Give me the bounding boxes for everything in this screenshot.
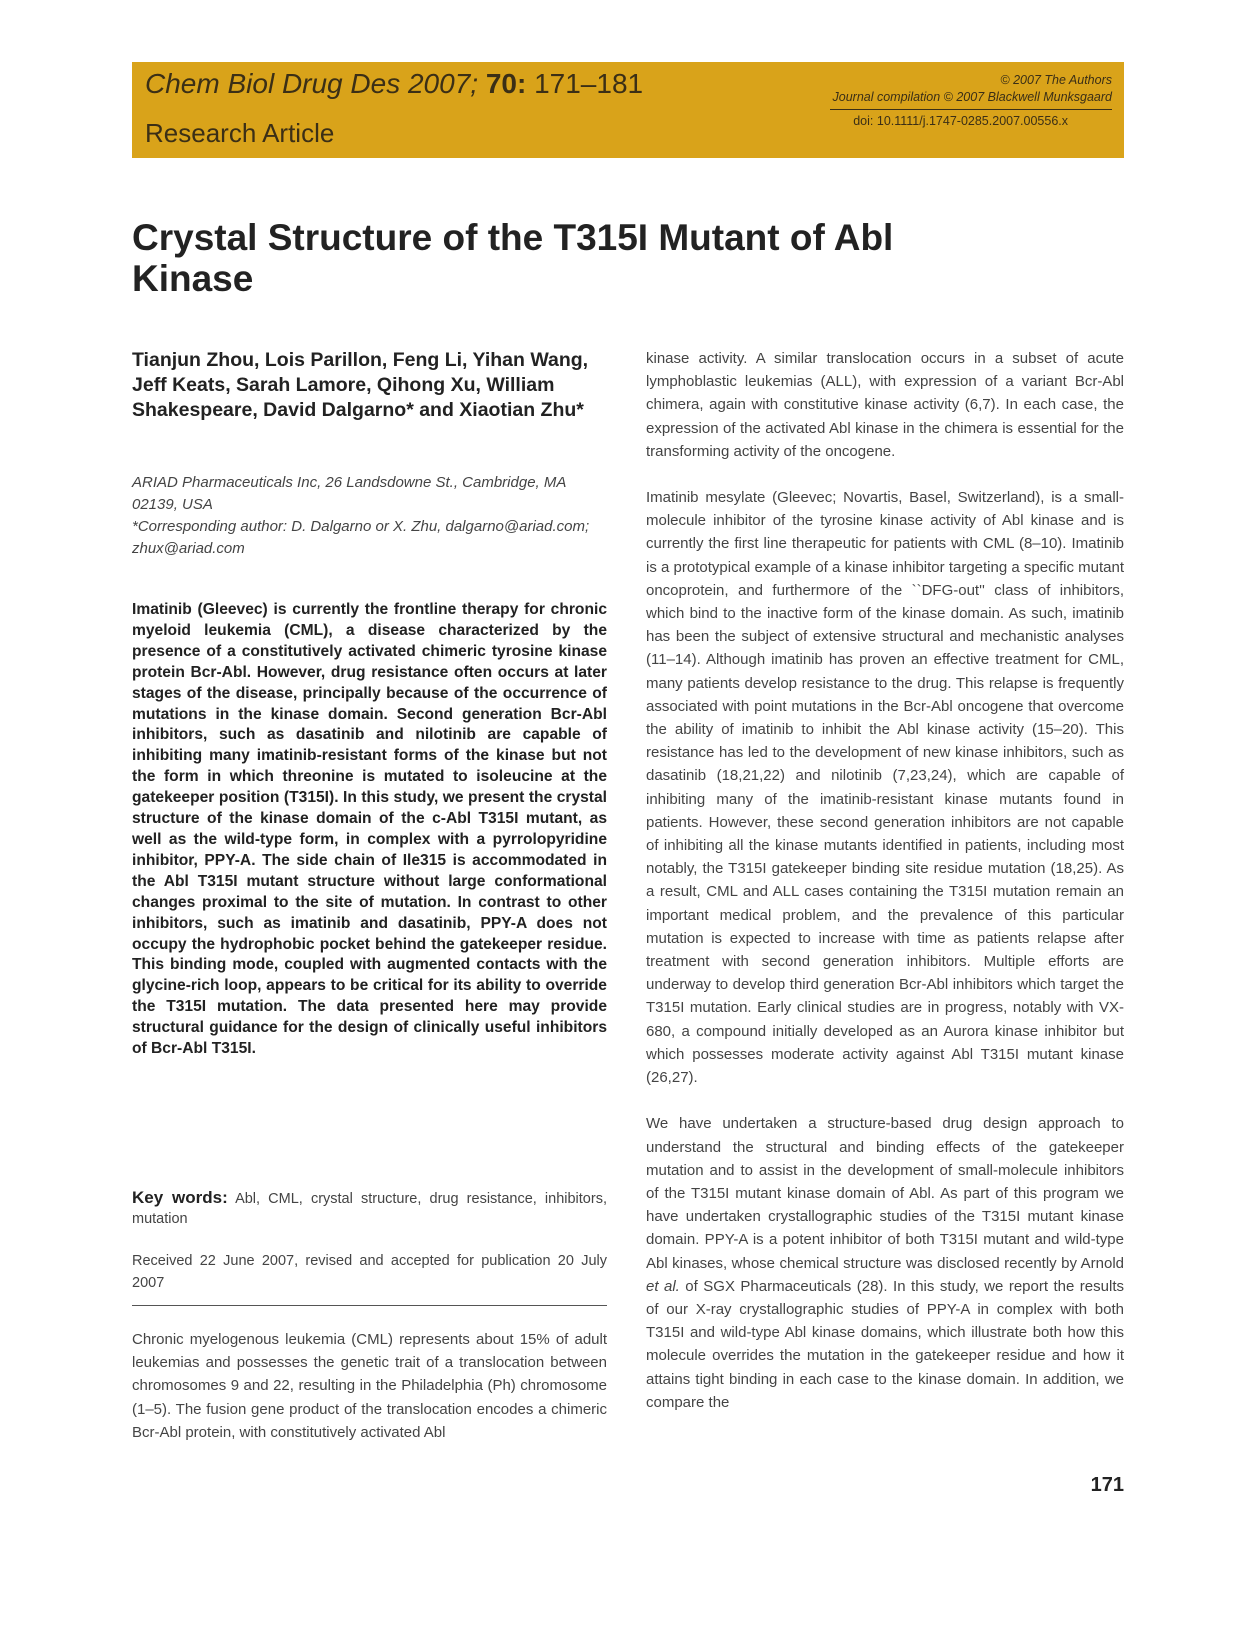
corresponding-author: *Corresponding author: D. Dalgarno or X. Zhu, dalgarno@ariad.com; zhux@ariad.com (132, 518, 590, 557)
keywords-label: Key words: (132, 1188, 228, 1207)
keywords-list: Abl, CML, crystal structure, drug resistance, inhibitors, mutation (132, 1191, 607, 1227)
section-divider (132, 1305, 607, 1306)
affiliation-block (132, 472, 607, 560)
copyright-authors: © 2007 The Authors (1000, 73, 1112, 87)
journal-volume: 70: (485, 68, 527, 99)
body-paragraph: kinase activity. A similar translocation occurs in a subset of acute lymphoblastic leukemias (ALL), with expression of a variant Bcr-Abl chimera, again with constitutive kinase activity (6,7). In each case, the expression of the activated Abl kinase in the chimera is essential for the transforming activity of the oncogene. (646, 350, 1124, 460)
received-dates: Received 22 June 2007, revised and accepted for publication 20 July 2007 (132, 1253, 607, 1291)
keywords-block (132, 1188, 607, 1229)
copyright-block (792, 72, 1112, 130)
copyright-rule (830, 109, 1112, 110)
copyright-compilation: Journal compilation © 2007 Blackwell Munksgaard (832, 90, 1112, 104)
journal-name: Chem Biol Drug Des 2007; (145, 68, 479, 99)
article-type: Research Article (145, 118, 335, 148)
body-paragraph: Imatinib mesylate (Gleevec; Novartis, Basel, Switzerland), is a small-molecule inhibitor of the tyrosine kinase activity of Abl kinase and is currently the first line therapeutic for patients with CML (8–10). Imatinib is a prototypical example of a kinase inhibitor targeting a specific mutant oncoprotein, and furthermore of the ``DFG-out'' class of inhibitors, which bind to the inactive form of the kinase domain. As such, imatinib has been the subject of extensive structural and mechanistic analyses (11–14). Although imatinib has proven an effective treatment for CML, many patients develop resistance to the drug. This relapse is frequently associated with point mutations in the Bcr-Abl oncogene that overcome the ability of imatinib to inhibit the Abl kinase activity (15–20). This resistance has led to the development of new kinase inhibitors, such as dasatinib (18,21,22) and nilotinib (7,23,24), which are capable of inhibiting many of the imatinib-resistant kinase mutants found in patients. However, these second generation inhibitors are not capable of inhibiting all the kinase mutants identified in patients, including most notably, the T315I gatekeeper binding site residue mutation (18,25). As a result, CML and ALL cases containing the T315I mutation remain an important medical problem, and the prevalence of this particular mutation is expected to increase with time as patients relapse after treatment with second generation inhibitors. Multiple efforts are underway to develop third generation Bcr-Abl inhibitors which target the T315I mutation. Early clinical studies are in progress, notably with VX-680, a compound initially developed as an Aurora kinase inhibitor but which possesses moderate activity against Abl T315I mutant kinase (26,27). (646, 489, 1124, 1087)
journal-citation (145, 68, 643, 100)
paragraph-text: We have undertaken a structure-based drug design approach to understand the structural and binding effects of the gatekeeper mutation and to assist in the development of small-molecule inhibitors of the T315I mutant kinase domain of Abl. As part of this program we have undertaken crystallographic studies of the T315I mutant kinase domain. PPY-A is a potent inhibitor of both T315I mutant and wild-type Abl kinases, whose chemical structure was disclosed recently by Arnold (646, 1115, 1124, 1272)
body-paragraph-left: Chronic myelogenous leukemia (CML) represents about 15% of adult leukemias and possesses the genetic trait of a translocation between chromosomes 9 and 22, resulting in the Philadelphia (Ph) chromosome (1–5). The fusion gene product of the translocation encodes a chimeric Bcr-Abl protein, with constitutively activated Abl (132, 1331, 607, 1441)
body-paragraph (646, 1112, 1124, 1414)
affiliation: ARIAD Pharmaceuticals Inc, 26 Landsdowne St., Cambridge, MA 02139, USA (132, 474, 566, 513)
italic-text: et al. (646, 1277, 680, 1295)
abstract: Imatinib (Gleevec) is currently the frontline therapy for chronic myeloid leukemia (CML), a disease characterized by the presence of a constitutively activated chimeric tyrosine kinase protein Bcr-Abl. However, drug resistance often occurs at later stages of the disease, principally because of the occurrence of mutations in the kinase domain. Second generation Bcr-Abl inhibitors, such as dasatinib and nilotinib are capable of inhibiting many imatinib-resistant forms of the kinase but not the form in which threonine is mutated to isoleucine at the gatekeeper position (T315I). In this study, we present the crystal structure of the kinase domain of the c-Abl T315I mutant, as well as the wild-type form, in complex with a pyrrolopyridine inhibitor, PPY-A. The side chain of Ile315 is accommodated in the Abl T315I mutant structure without large conformational changes proximal to the site of mutation. In contrast to other inhibitors, such as imatinib and dasatinib, PPY-A does not occupy the hydrophobic pocket behind the gatekeeper residue. This binding mode, coupled with augmented contacts with the glycine-rich loop, appears to be critical for its ability to override the T315I mutation. The data presented here may provide structural guidance for the design of clinically useful inhibitors of Bcr-Abl T315I. (132, 601, 607, 1058)
journal-header-banner (132, 62, 1124, 158)
doi-link[interactable]: doi: 10.1111/j.1747-0285.2007.00556.x (853, 114, 1068, 128)
page-number: 171 (1090, 1474, 1124, 1496)
journal-pages: 171–181 (534, 68, 644, 99)
right-column (646, 347, 1124, 1437)
author-list: Tianjun Zhou, Lois Parillon, Feng Li, Yihan Wang, Jeff Keats, Sarah Lamore, Qihong Xu, William Shakespeare, David Dalgarno* and Xiaotian Zhu* (132, 349, 589, 421)
paragraph-text: of SGX Pharmaceuticals (28). In this study, we report the results of our X-ray crystallographic studies of PPY-A in complex with both T315I and wild-type Abl kinase domains, which illustrate both how this molecule overrides the mutation in the gatekeeper residue and how it attains tight binding in each case to the kinase domain. In addition, we compare the (646, 1277, 1124, 1411)
article-title: Crystal Structure of the T315I Mutant of Abl Kinase (132, 217, 894, 299)
